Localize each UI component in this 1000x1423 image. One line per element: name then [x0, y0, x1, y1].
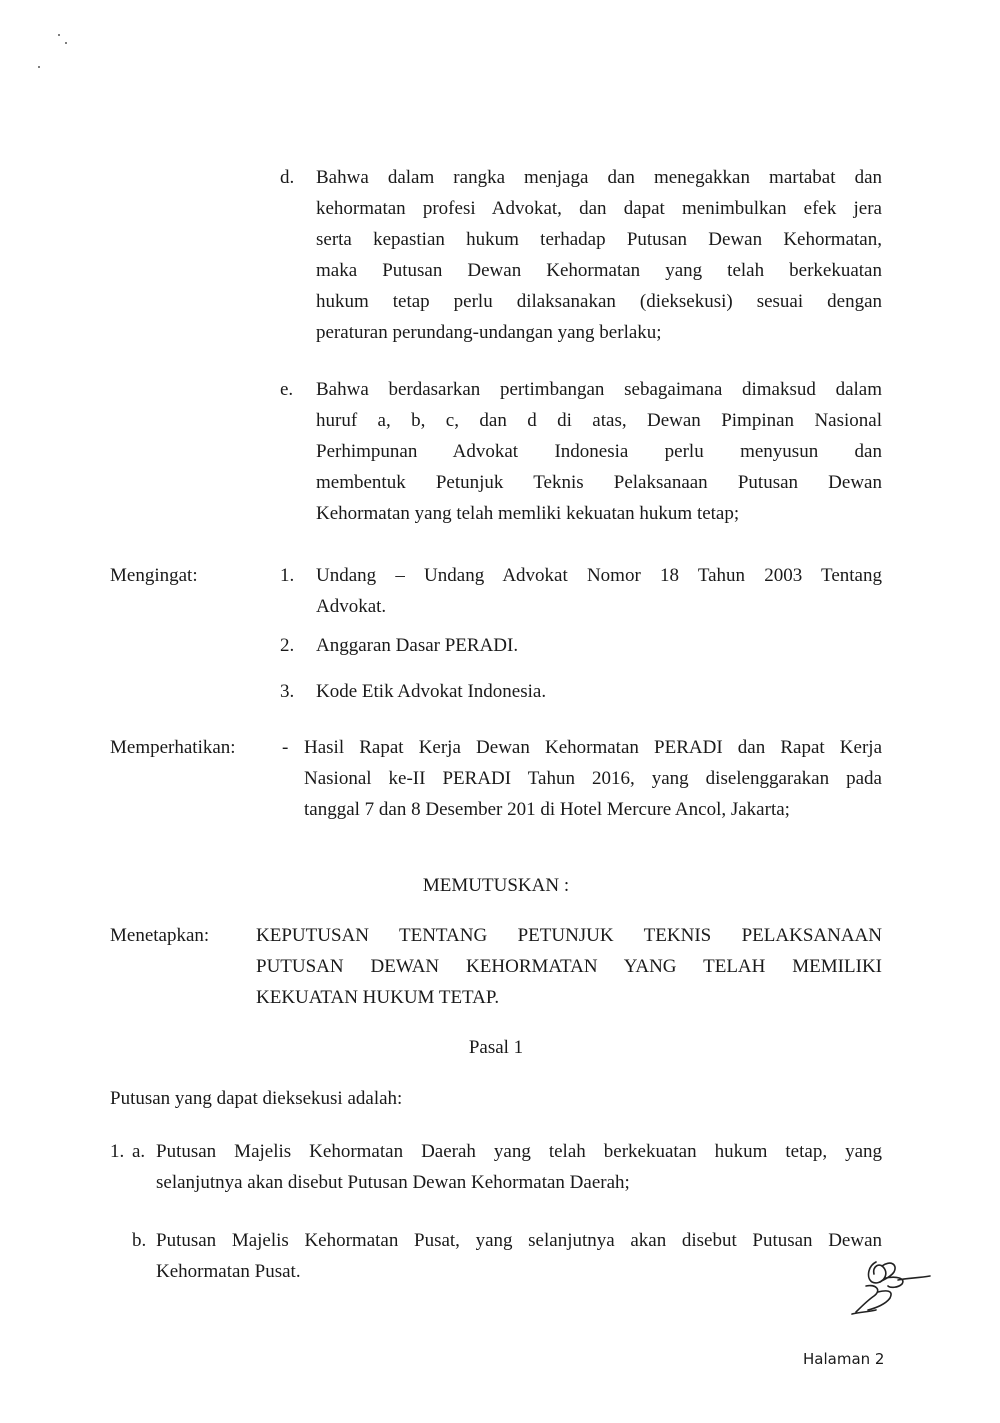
text-line: Perhimpunan Advokat Indonesia perlu menyusun dan [316, 441, 882, 462]
text-line: Undang – Undang Advokat Nomor 18 Tahun 2003 Tentang [316, 565, 882, 586]
decision-heading: MEMUTUSKAN : [422, 875, 570, 896]
text-line: KEPUTUSAN TENTANG PETUNJUK TEKNIS PELAKSANAAN [256, 925, 882, 946]
item-marker: - [282, 737, 289, 758]
article-intro: Putusan yang dapat dieksekusi adalah: [110, 1088, 403, 1109]
text-line: Putusan Majelis Kehormatan Pusat, yang selanjutnya akan disebut Putusan Dewan [156, 1230, 882, 1251]
text-line: serta kepastian hukum terhadap Putusan Dewan Kehormatan, [316, 229, 882, 250]
text-line: Kehormatan yang telah memliki kekuatan hukum tetap; [316, 503, 740, 524]
text-line: selanjutnya akan disebut Putusan Dewan Kehormatan Daerah; [156, 1172, 630, 1193]
text-line: peraturan perundang-undangan yang berlaku; [316, 322, 662, 343]
point-number: 1. [110, 1141, 125, 1162]
menetapkan-label: Menetapkan: [110, 925, 210, 946]
scan-speck [58, 34, 60, 36]
item-marker: 2. [280, 635, 295, 656]
item-marker: d. [280, 167, 295, 188]
text-line: Advokat. [316, 596, 387, 617]
text-line: tanggal 7 dan 8 Desember 201 di Hotel Mercure Ancol, Jakarta; [304, 799, 790, 820]
item-marker: 3. [280, 681, 295, 702]
item-marker: a. [132, 1141, 146, 1162]
text-line: Hasil Rapat Kerja Dewan Kehormatan PERADI dan Rapat Kerja [304, 737, 882, 758]
scan-speck [38, 66, 40, 68]
page-number: Halaman 2 [803, 1350, 885, 1368]
text-line: Bahwa dalam rangka menjaga dan menegakkan martabat dan [316, 167, 882, 188]
memperhatikan-label: Memperhatikan: [110, 737, 236, 758]
mengingat-label: Mengingat: [110, 565, 198, 586]
text-line: Bahwa berdasarkan pertimbangan sebagaimana dimaksud dalam [316, 379, 882, 400]
text-line: maka Putusan Dewan Kehormatan yang telah berkekuatan [316, 260, 882, 281]
signature-initials-icon [846, 1256, 936, 1318]
text-line: Kehormatan Pusat. [156, 1261, 301, 1282]
item-marker: e. [280, 379, 294, 400]
item-marker: 1. [280, 565, 295, 586]
item-marker: b. [132, 1230, 147, 1251]
text-line: KEKUATAN HUKUM TETAP. [256, 987, 500, 1008]
text-line: PUTUSAN DEWAN KEHORMATAN YANG TELAH MEMILIKI [256, 956, 882, 977]
article-heading: Pasal 1 [468, 1037, 524, 1058]
text-line: huruf a, b, c, dan d di atas, Dewan Pimpinan Nasional [316, 410, 882, 431]
text-line: Nasional ke-II PERADI Tahun 2016, yang diselenggarakan pada [304, 768, 882, 789]
text-line: kehormatan profesi Advokat, dan dapat menimbulkan efek jera [316, 198, 882, 219]
text-line: Kode Etik Advokat Indonesia. [316, 681, 547, 702]
text-line: hukum tetap perlu dilaksanakan (dieksekusi) sesuai dengan [316, 291, 882, 312]
text-line: Anggaran Dasar PERADI. [316, 635, 519, 656]
text-line: membentuk Petunjuk Teknis Pelaksanaan Putusan Dewan [316, 472, 882, 493]
scan-speck [65, 42, 67, 44]
text-line: Putusan Majelis Kehormatan Daerah yang telah berkekuatan hukum tetap, yang [156, 1141, 882, 1162]
